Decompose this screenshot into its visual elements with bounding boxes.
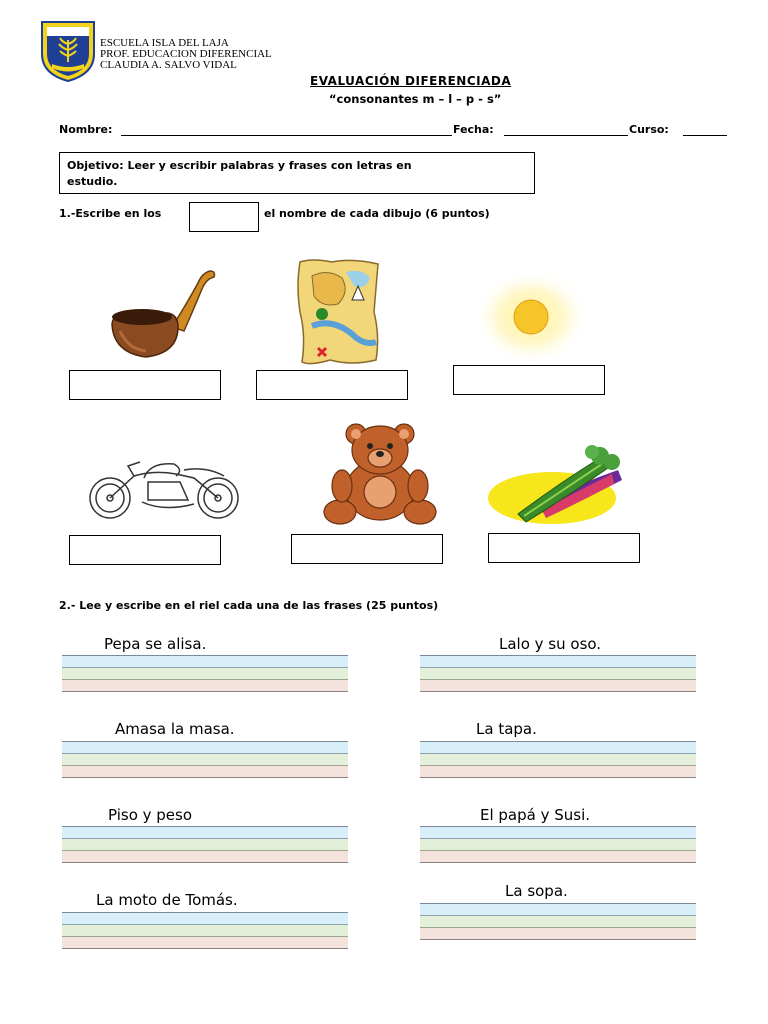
celery-icon: [488, 444, 628, 526]
answer-box-motorcycle[interactable]: [69, 535, 221, 565]
page-subtitle: “consonantes m – l – p - s”: [329, 92, 502, 106]
sentence-4: La tapa.: [476, 720, 537, 738]
school-crest: [38, 18, 98, 84]
answer-box-celery[interactable]: [488, 533, 640, 563]
writing-rail-5[interactable]: [62, 826, 348, 863]
course-label: Curso:: [629, 123, 669, 136]
name-label: Nombre:: [59, 123, 113, 136]
program-name: PROF. EDUCACION DIFERENCIAL: [100, 48, 272, 60]
sentence-6: El papá y Susi.: [480, 806, 591, 824]
example-answer-box: [189, 202, 259, 232]
writing-rail-4[interactable]: [420, 741, 696, 778]
pipe-icon: [106, 265, 218, 365]
sentence-5: Piso y peso: [108, 806, 193, 824]
date-field[interactable]: [504, 135, 628, 136]
school-name: ESCUELA ISLA DEL LAJA: [100, 37, 229, 49]
date-label: Fecha:: [453, 123, 494, 136]
answer-box-teddy-bear[interactable]: [291, 534, 443, 564]
section-2-instruction: 2.- Lee y escribe en el riel cada una de las frases (25 puntos): [59, 599, 439, 612]
writing-rail-2[interactable]: [420, 655, 696, 692]
sentence-1: Pepa se alisa.: [104, 635, 207, 653]
motorcycle-icon: [84, 448, 244, 528]
page-title: EVALUACIÓN DIFERENCIADA: [310, 74, 512, 88]
teddy-bear-icon: [320, 420, 440, 526]
map-icon: [292, 256, 384, 368]
sentence-2: Lalo y su oso.: [499, 635, 602, 653]
objective-box: [59, 152, 535, 194]
answer-box-pipe[interactable]: [69, 370, 221, 400]
sentence-3: Amasa la masa.: [115, 720, 235, 738]
sentence-7: La moto de Tomás.: [96, 891, 238, 909]
sentence-8: La sopa.: [505, 882, 568, 900]
writing-rail-6[interactable]: [420, 826, 696, 863]
objective-line-2: estudio.: [67, 175, 118, 188]
sun-icon: [472, 268, 590, 366]
course-field[interactable]: [683, 135, 727, 136]
writing-rail-3[interactable]: [62, 741, 348, 778]
name-field[interactable]: [121, 135, 452, 136]
objective-line-1: Objetivo: Leer y escribir palabras y frases con letras en: [67, 159, 412, 172]
answer-box-sun[interactable]: [453, 365, 605, 395]
writing-rail-7[interactable]: [62, 912, 348, 949]
section-1-instruction: 1.-Escribe en los: [59, 207, 162, 220]
writing-rail-8[interactable]: [420, 903, 696, 940]
section-1-instruction-end: el nombre de cada dibujo (6 puntos): [264, 207, 490, 220]
answer-box-map[interactable]: [256, 370, 408, 400]
writing-rail-1[interactable]: [62, 655, 348, 692]
teacher-name: CLAUDIA A. SALVO VIDAL: [100, 59, 237, 71]
